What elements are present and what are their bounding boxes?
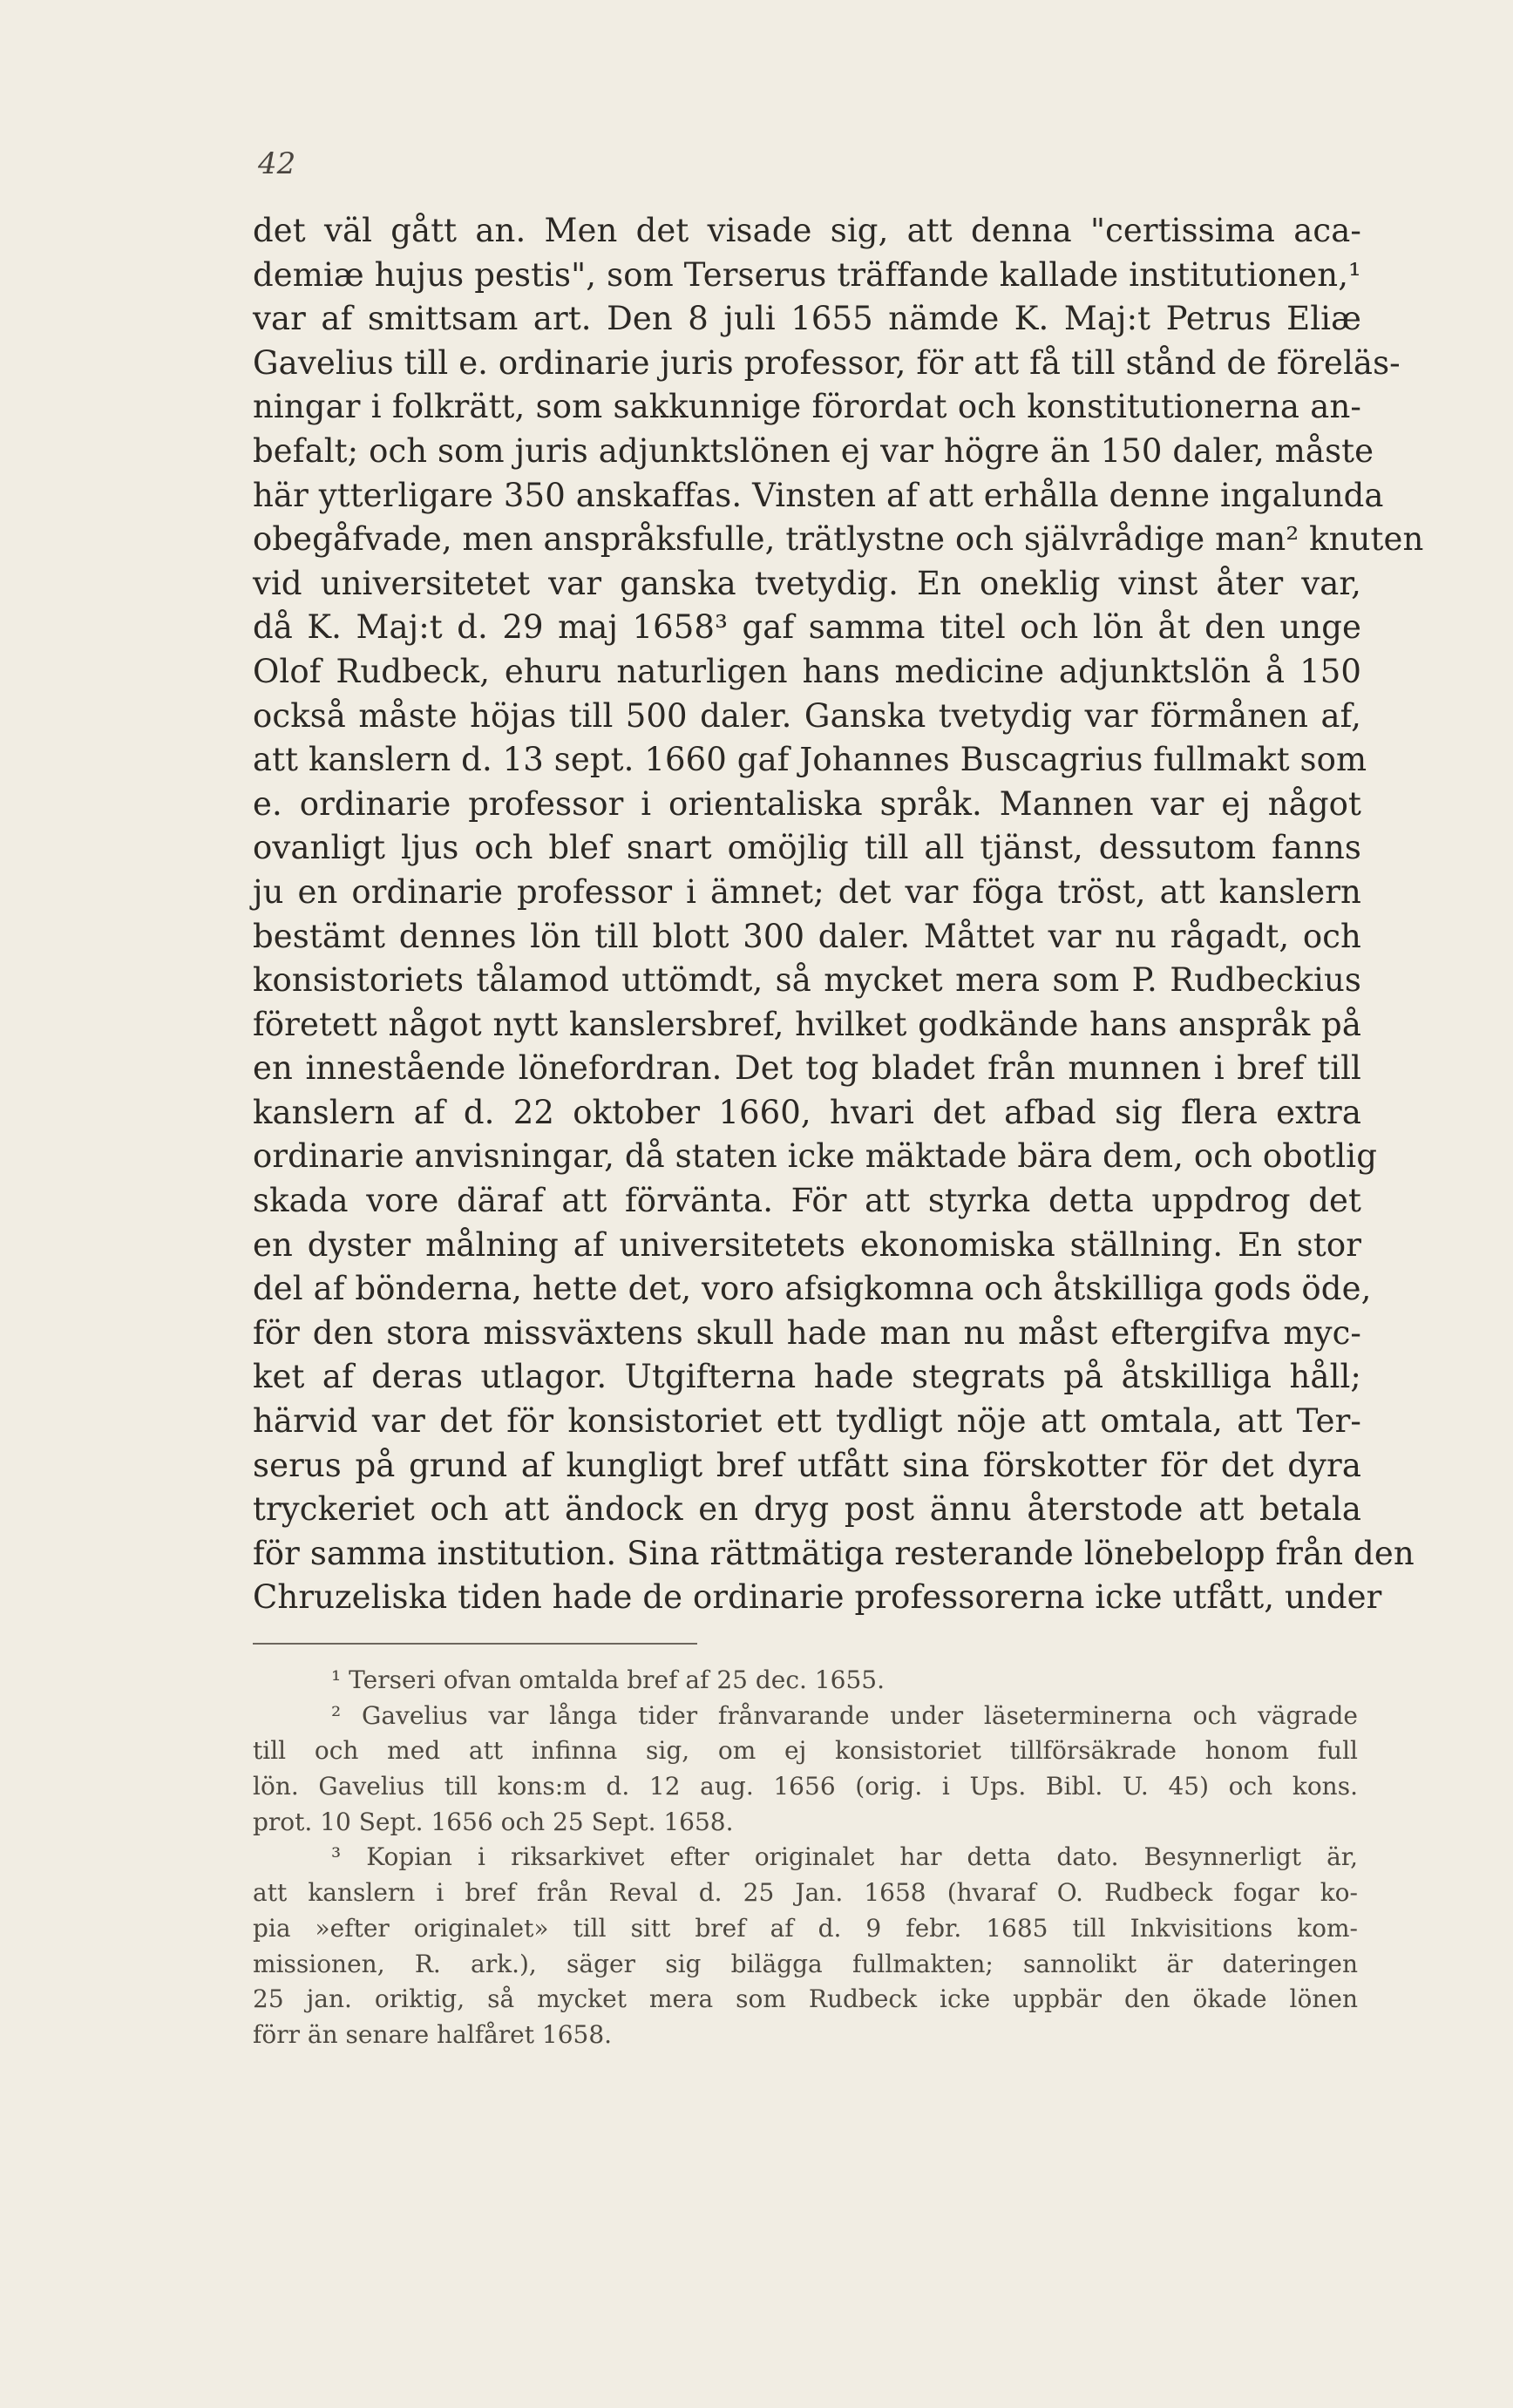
body-line: del af bönderna, hette det, voro afsigkomna och åtskilliga gods öde, bbox=[253, 1270, 1372, 1308]
body-line: en innestående lönefordran. Det tog bladet från munnen i bref till bbox=[253, 1049, 1361, 1088]
body-line: var af smittsam art. Den 8 juli 1655 nämde K. Maj:t Petrus Eliæ bbox=[253, 300, 1361, 338]
footnote-3-line: missionen, R. ark.), säger sig bilägga fullmakten; sannolikt är dateringen bbox=[253, 1949, 1358, 1978]
body-line: det väl gått an. Men det visade sig, att denna "certissima aca- bbox=[253, 212, 1361, 249]
body-line: ningar i folkrätt, som sakkunnige förordat och konstitutionerna an- bbox=[253, 388, 1361, 426]
body-line: skada vore däraf att förvänta. För att styrka detta uppdrog det bbox=[253, 1182, 1361, 1220]
footnote-1: ¹ Terseri ofvan omtalda bref af 25 dec. 1655. bbox=[331, 1665, 885, 1694]
body-line: bestämt dennes lön till blott 300 daler. Måttet var nu rågadt, och bbox=[253, 917, 1361, 955]
body-line: serus på grund af kungligt bref utfått sina förskotter för det dyra bbox=[253, 1446, 1361, 1484]
body-line: demiæ hujus pestis", som Terserus träffande kallade institutionen,¹ bbox=[253, 255, 1361, 294]
footnote-3-line: förr än senare halfåret 1658. bbox=[253, 2019, 613, 2049]
body-line: ordinarie anvisningar, då staten icke mäktade bära dem, och obotlig bbox=[253, 1137, 1377, 1176]
body-line: ju en ordinarie professor i ämnet; det var föga tröst, att kanslern bbox=[253, 872, 1361, 911]
body-line: obegåfvade, men anspråksfulle, trätlystne och självrådige man² knuten bbox=[253, 520, 1424, 559]
footnote-3-line: 25 jan. oriktig, så mycket mera som Rudbeck icke uppbär den ökade lönen bbox=[253, 1984, 1358, 2014]
footnote-2-line: till och med att infinna sig, om ej konsistoriet tillförsäkrade honom full bbox=[253, 1736, 1358, 1766]
footnote-2-line: prot. 10 Sept. 1656 och 25 Sept. 1658. bbox=[253, 1807, 734, 1836]
body-line: här ytterligare 350 anskaffas. Vinsten af att erhålla denne ingalunda bbox=[253, 476, 1384, 514]
footnote-2-line: ² Gavelius var långa tider frånvarande under läseterminerna och vägrade bbox=[331, 1700, 1358, 1730]
page-number: 42 bbox=[258, 146, 296, 181]
footnote-2-line: lön. Gavelius till kons:m d. 12 aug. 1656 (orig. i Ups. Bibl. U. 45) och kons. bbox=[253, 1772, 1358, 1801]
body-line: ket af deras utlagor. Utgifterna hade stegrats på åtskilliga håll; bbox=[253, 1358, 1361, 1396]
body-line: att kanslern d. 13 sept. 1660 gaf Johannes Buscagrius fullmakt som bbox=[253, 741, 1367, 779]
body-line: Chruzeliska tiden hade de ordinarie professorerna icke utfått, under bbox=[253, 1578, 1382, 1617]
body-line: en dyster målning af universitetets ekonomiska ställning. En stor bbox=[253, 1225, 1361, 1264]
body-line: företett något nytt kanslersbref, hvilket godkände hans anspråk på bbox=[253, 1005, 1361, 1043]
body-line: konsistoriets tålamod uttömdt, så mycket mera som P. Rudbeckius bbox=[253, 961, 1361, 1000]
body-line: tryckeriet och att ändock en dryg post ännu återstode att betala bbox=[253, 1490, 1361, 1529]
body-line: för den stora missväxtens skull hade man nu måst eftergifva myc- bbox=[253, 1313, 1361, 1352]
body-line: Gavelius till e. ordinarie juris professor, för att få till stånd de föreläs- bbox=[253, 343, 1401, 382]
footnote-3-line: att kanslern i bref från Reval d. 25 Jan. 1658 (hvaraf O. Rudbeck fogar ko- bbox=[253, 1878, 1358, 1908]
footnotes bbox=[253, 1663, 1358, 2053]
footnote-3-line: pia »efter originalet» till sitt bref af d. 9 febr. 1685 till Inkvisitions kom- bbox=[253, 1913, 1358, 1943]
body-line: befalt; och som juris adjunktslönen ej var högre än 150 daler, måste bbox=[253, 431, 1374, 470]
body-line: kanslern af d. 22 oktober 1660, hvari det afbad sig flera extra bbox=[253, 1093, 1361, 1131]
footnote-divider bbox=[253, 1643, 697, 1645]
body-text bbox=[253, 209, 1424, 1620]
body-line: vid universitetet var ganska tvetydig. En oneklig vinst åter var, bbox=[253, 564, 1361, 602]
body-line: Olof Rudbeck, ehuru naturligen hans medicine adjunktslön å 150 bbox=[253, 652, 1361, 690]
body-line: då K. Maj:t d. 29 maj 1658³ gaf samma titel och lön åt den unge bbox=[253, 608, 1361, 647]
footnote-3-line: ³ Kopian i riksarkivet efter originalet har detta dato. Besynnerligt är, bbox=[331, 1842, 1358, 1872]
body-line: ovanligt ljus och blef snart omöjlig till all tjänst, dessutom fanns bbox=[253, 829, 1361, 867]
body-line: för samma institution. Sina rättmätiga resterande lönebelopp från den bbox=[253, 1534, 1415, 1572]
body-line: också måste höjas till 500 daler. Ganska tvetydig var förmånen af, bbox=[253, 696, 1361, 735]
body-line: härvid var det för konsistoriet ett tydligt nöje att omtala, att Ter- bbox=[253, 1402, 1361, 1441]
body-line: e. ordinarie professor i orientaliska språk. Mannen var ej något bbox=[253, 784, 1361, 823]
